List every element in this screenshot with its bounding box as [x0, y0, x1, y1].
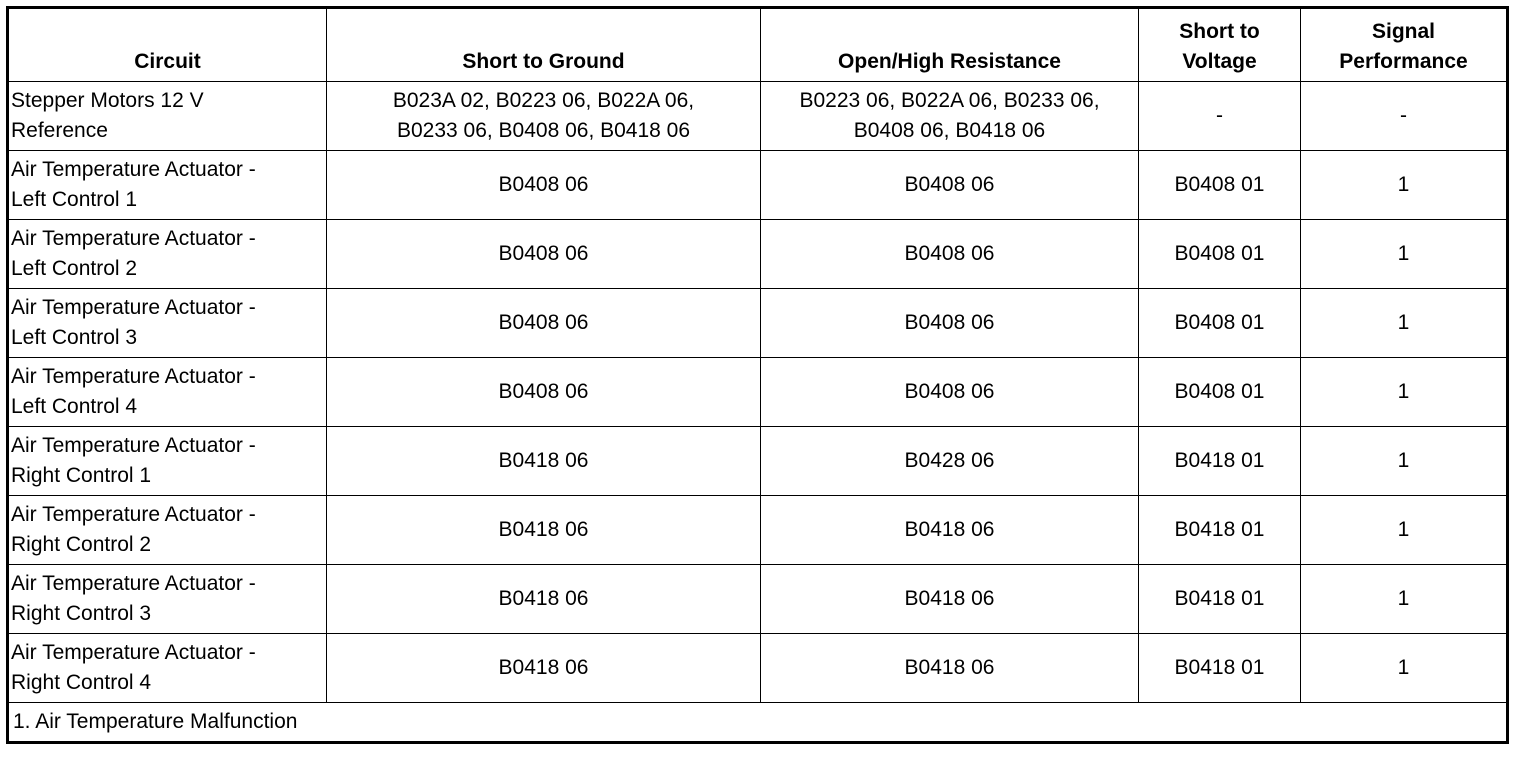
cell-signal-performance: 1: [1301, 496, 1508, 565]
header-short-to-ground: Short to Ground: [327, 8, 761, 82]
cell-short-to-voltage: -: [1139, 82, 1301, 151]
table-row: [8, 358, 1508, 427]
cell-short-to-ground: B0418 06: [327, 565, 761, 634]
cell-short-to-voltage: B0418 01: [1139, 427, 1301, 496]
cell-open-high-resistance: B0408 06: [761, 289, 1139, 358]
cell-open-high-resistance: B0408 06: [761, 151, 1139, 220]
cell-circuit: Air Temperature Actuator - Left Control 3: [8, 289, 327, 358]
cell-signal-performance: 1: [1301, 358, 1508, 427]
cell-open-high-resistance: B0418 06: [761, 634, 1139, 703]
table-row: [8, 82, 1508, 151]
cell-circuit: Air Temperature Actuator - Left Control 4: [8, 358, 327, 427]
table-row: [8, 151, 1508, 220]
header-short-to-voltage: Short to Voltage: [1139, 8, 1301, 82]
table-row: [8, 427, 1508, 496]
cell-short-to-voltage: B0408 01: [1139, 220, 1301, 289]
cell-open-high-resistance: B0418 06: [761, 496, 1139, 565]
cell-short-to-voltage: B0418 01: [1139, 496, 1301, 565]
cell-short-to-ground: B0408 06: [327, 358, 761, 427]
cell-signal-performance: 1: [1301, 565, 1508, 634]
header-circuit: Circuit: [8, 8, 327, 82]
cell-signal-performance: 1: [1301, 289, 1508, 358]
cell-circuit: Air Temperature Actuator - Right Control 2: [8, 496, 327, 565]
cell-circuit: Air Temperature Actuator - Right Control 1: [8, 427, 327, 496]
cell-short-to-ground: B0408 06: [327, 151, 761, 220]
cell-circuit: Air Temperature Actuator - Left Control 1: [8, 151, 327, 220]
cell-short-to-ground: B0418 06: [327, 427, 761, 496]
cell-open-high-resistance: B0428 06: [761, 427, 1139, 496]
cell-short-to-voltage: B0418 01: [1139, 634, 1301, 703]
cell-signal-performance: 1: [1301, 220, 1508, 289]
cell-short-to-ground: B0408 06: [327, 289, 761, 358]
cell-short-to-voltage: B0408 01: [1139, 289, 1301, 358]
cell-open-high-resistance: B0408 06: [761, 220, 1139, 289]
cell-open-high-resistance: B0408 06: [761, 358, 1139, 427]
cell-signal-performance: 1: [1301, 634, 1508, 703]
cell-signal-performance: -: [1301, 82, 1508, 151]
cell-circuit: Air Temperature Actuator - Left Control 2: [8, 220, 327, 289]
cell-open-high-resistance: B0418 06: [761, 565, 1139, 634]
cell-short-to-ground: B0408 06: [327, 220, 761, 289]
cell-circuit: Stepper Motors 12 V Reference: [8, 82, 327, 151]
table-row: [8, 565, 1508, 634]
table-row: [8, 289, 1508, 358]
table-row: [8, 634, 1508, 703]
dtc-circuit-table: [6, 6, 1509, 744]
cell-signal-performance: 1: [1301, 151, 1508, 220]
footnote-row: [8, 703, 1508, 743]
dtc-table-container: [6, 6, 1506, 744]
cell-short-to-ground: B0418 06: [327, 496, 761, 565]
cell-circuit: Air Temperature Actuator - Right Control 4: [8, 634, 327, 703]
cell-short-to-voltage: B0418 01: [1139, 565, 1301, 634]
header-open-high-resistance: Open/High Resistance: [761, 8, 1139, 82]
table-row: [8, 496, 1508, 565]
cell-short-to-ground: B0418 06: [327, 634, 761, 703]
cell-signal-performance: 1: [1301, 427, 1508, 496]
cell-short-to-voltage: B0408 01: [1139, 358, 1301, 427]
footnote-cell: 1. Air Temperature Malfunction: [8, 703, 1508, 743]
cell-short-to-voltage: B0408 01: [1139, 151, 1301, 220]
cell-open-high-resistance: B0223 06, B022A 06, B0233 06, B0408 06, B0418 06: [761, 82, 1139, 151]
header-row: [8, 8, 1508, 82]
table-row: [8, 220, 1508, 289]
cell-circuit: Air Temperature Actuator - Right Control 3: [8, 565, 327, 634]
cell-short-to-ground: B023A 02, B0223 06, B022A 06, B0233 06, B0408 06, B0418 06: [327, 82, 761, 151]
header-signal-performance: Signal Performance: [1301, 8, 1508, 82]
